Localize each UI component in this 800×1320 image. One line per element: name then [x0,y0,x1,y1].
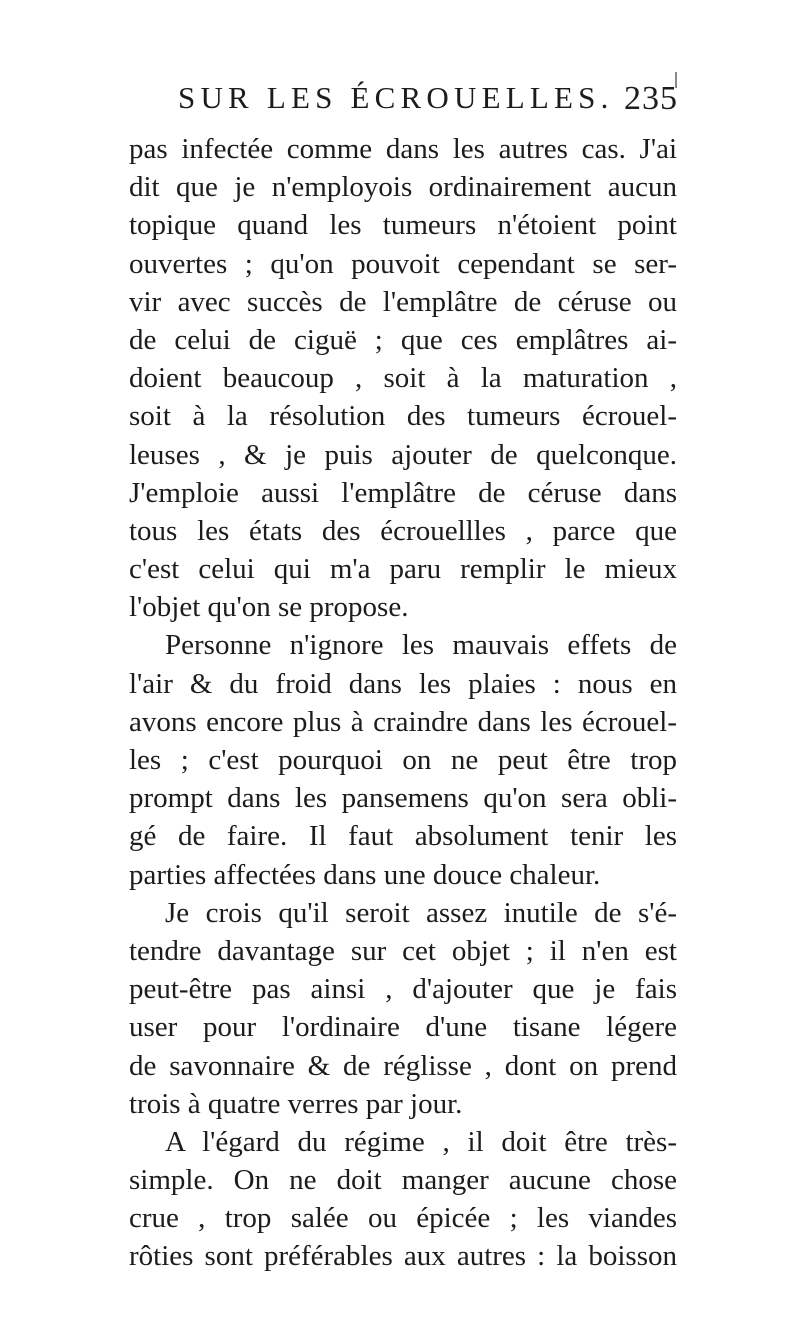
text-line: parties affectées dans une douce chaleur. [129,858,601,891]
running-title: SUR LES ÉCROUELLES. [178,80,614,115]
text-line: ouvertes ; qu'on pouvoit cependant se ser- [129,247,677,280]
text-line: gé de faire. Il faut absolument tenir les [129,820,677,853]
text-line: tous les états des écrouellles , parce que [129,514,677,547]
text-line: trois à quatre verres par jour. [129,1087,463,1120]
text-line: rôties sont préférables aux autres : la boisson [129,1240,677,1273]
text-line: dit que je n'employois ordinairement aucun [129,171,677,204]
text-line: leuses , & je puis ajouter de quelconque. [129,438,677,471]
text-line: de celui de ciguë ; que ces emplâtres ai- [129,323,677,356]
text-line: Personne n'ignore les mauvais effets de [165,629,677,662]
page-header [178,78,678,126]
text-line: tendre davantage sur cet objet ; il n'en est [129,934,677,967]
text-line: les ; c'est pourquoi on ne peut être trop [129,744,677,776]
text-line: crue , trop salée ou épicée ; les viandes [129,1202,677,1235]
text-line: vir avec succès de l'emplâtre de céruse ou [129,285,677,318]
text-line: prompt dans les pansemens qu'on sera obli- [129,782,677,815]
text-line: simple. On ne doit manger aucune chose [129,1164,677,1197]
body-text [129,130,677,1276]
text-line: Je crois qu'il seroit assez inutile de s'é- [165,896,677,929]
text-line: soit à la résolution des tumeurs écrouel- [129,400,677,433]
text-line: de savonnaire & de réglisse , dont on prend [129,1049,677,1082]
text-line: peut-être pas ainsi , d'ajouter que je fais [129,973,677,1006]
text-line: avons encore plus à craindre dans les écrouel- [129,705,677,738]
text-line: l'objet qu'on se propose. [129,591,409,624]
text-line: l'air & du froid dans les plaies : nous en [129,667,677,700]
text-line: pas infectée comme dans les autres cas. J'ai [129,133,677,165]
text-line: topique quand les tumeurs n'étoient point [129,209,677,242]
text-line: J'emploie aussi l'emplâtre de céruse dans [129,476,677,509]
text-line: doient beaucoup , soit à la maturation , [129,362,677,395]
text-line: c'est celui qui m'a paru remplir le mieux [129,553,677,586]
page-number: 235 [624,80,678,117]
text-line: user pour l'ordinaire d'une tisane légere [129,1011,677,1044]
text-line: A l'égard du régime , il doit être très- [165,1125,677,1158]
